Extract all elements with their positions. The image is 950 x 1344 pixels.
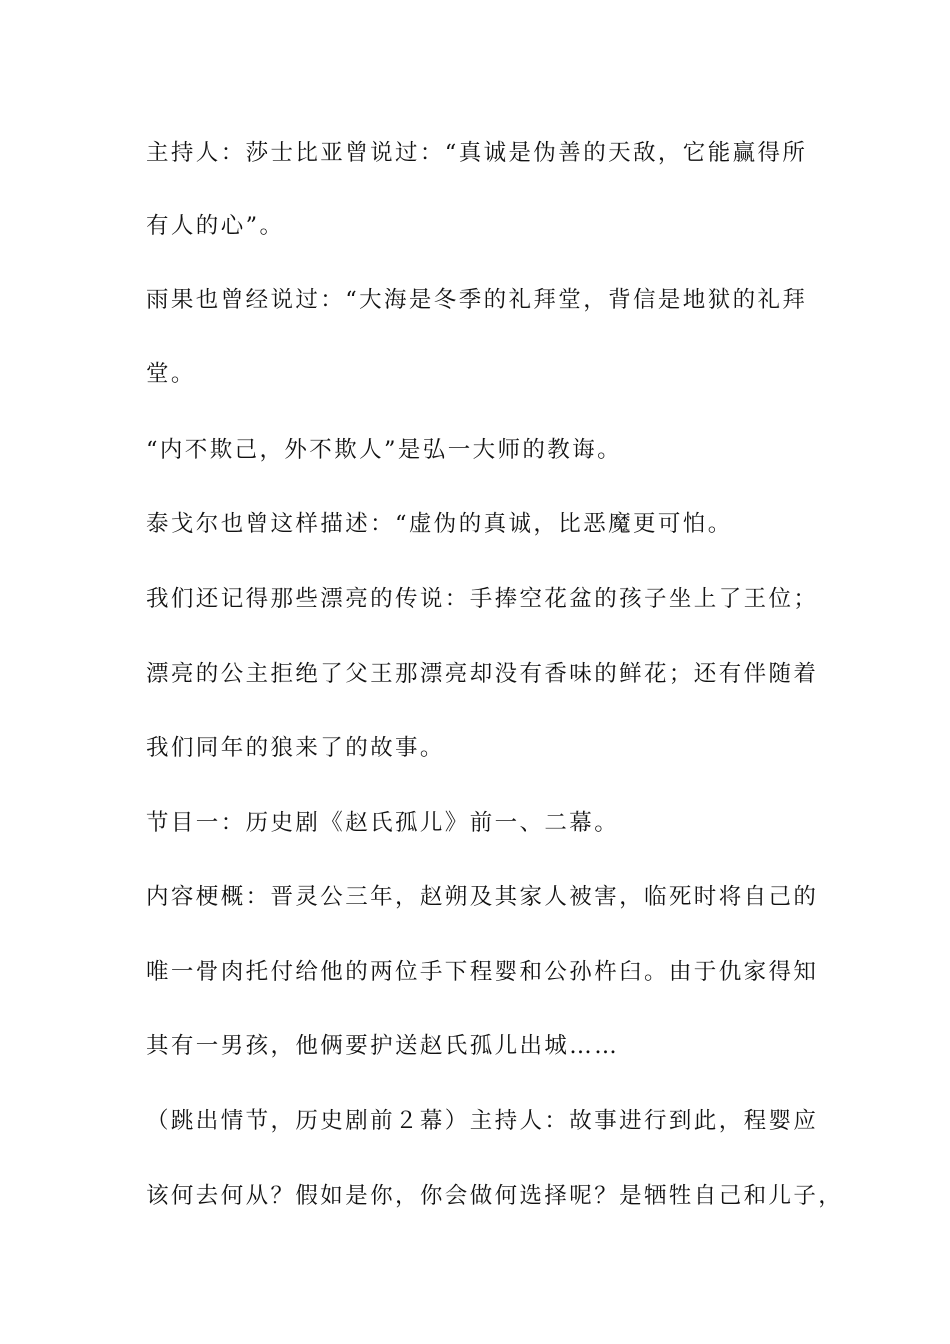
text-line: 漂亮的公主拒绝了父王那漂亮却没有香味的鲜花；还有伴随着	[146, 661, 819, 687]
text-line: 我们同年的狼来了的故事。	[146, 735, 445, 761]
text-line: 有人的心”。	[146, 213, 285, 239]
text-line: 我们还记得那些漂亮的传说：手捧空花盆的孩子坐上了王位；	[146, 586, 819, 612]
text-line: “内不欺己，外不欺人”是弘一大师的教诲。	[146, 437, 623, 463]
text-line: 其有一男孩，他俩要护送赵氏孤儿出城……	[146, 1033, 620, 1059]
text-line: 节目一：历史剧《赵氏孤儿》前一、二幕。	[146, 810, 620, 836]
text-line: 内容梗概：晋灵公三年，赵朔及其家人被害，临死时将自己的	[146, 884, 819, 910]
text-line: 堂。	[146, 361, 196, 387]
text-line: 雨果也曾经说过：“大海是冬季的礼拜堂，背信是地狱的礼拜	[146, 287, 808, 313]
text-line: 主持人：莎士比亚曾说过：“真诚是伪善的天敌，它能赢得所	[146, 140, 808, 166]
text-line: （跳出情节，历史剧前２幕）主持人：故事进行到此，程婴应	[146, 1108, 819, 1134]
text-line: 唯一骨肉托付给他的两位手下程婴和公孙杵臼。由于仇家得知	[146, 959, 819, 985]
text-line: 泰戈尔也曾这样描述：“虚伪的真诚，比恶魔更可怕。	[146, 511, 733, 537]
text-line: 该何去何从？假如是你，你会做何选择呢？是牺牲自己和儿子，	[146, 1183, 844, 1209]
